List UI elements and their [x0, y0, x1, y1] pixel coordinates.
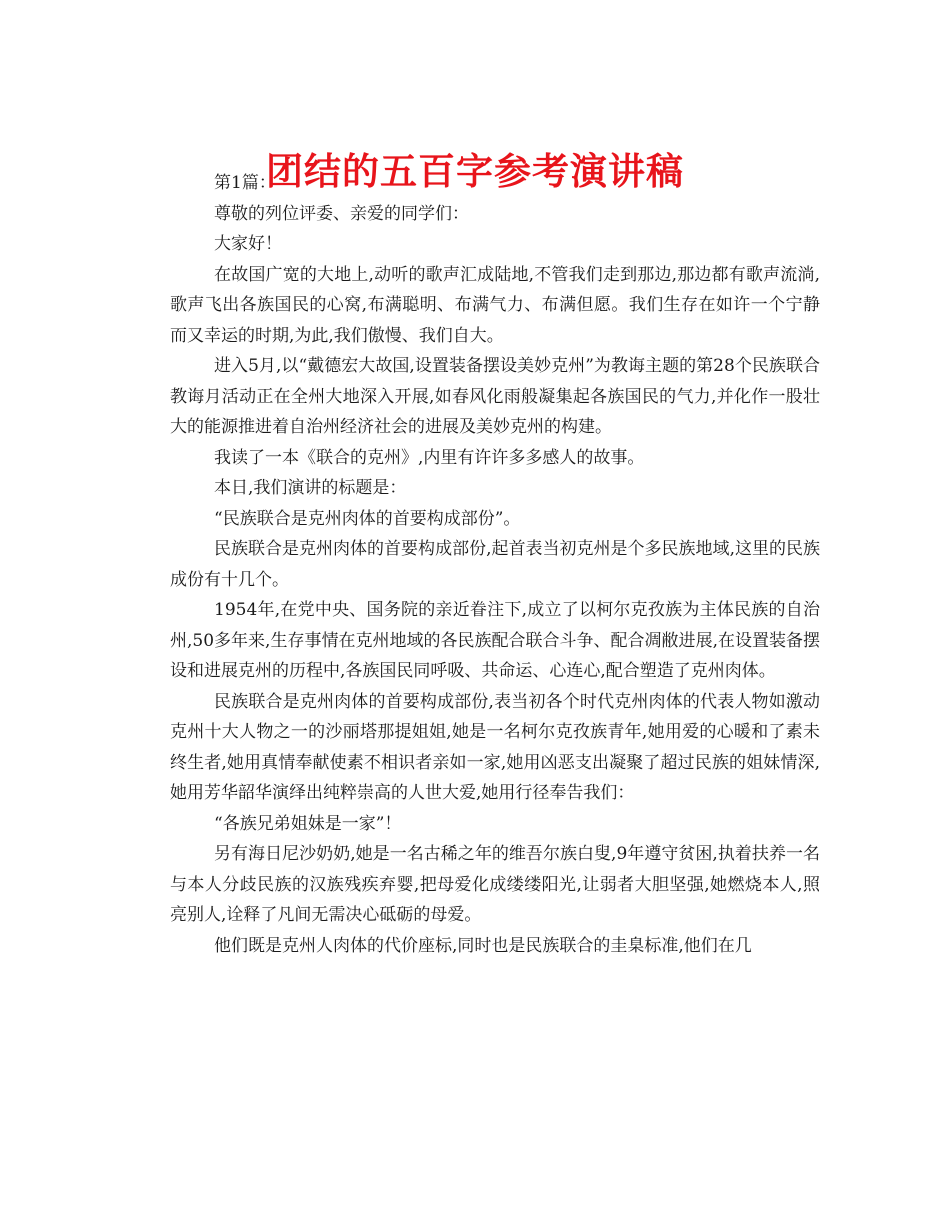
paragraph: 本日,我们演讲的标题是：	[214, 478, 407, 498]
paragraph: 在故国广宽的大地上,动听的歌声汇成陆地,不管我们走到那边,那边都有歌声流淌,歌声飞出各族国民的心窝,布满聪明、布满气力、布满但愿。我们生存在如许一个宁静而又幸运的时期,为此,我们傲慢、我们自大。	[170, 264, 820, 346]
paragraph-topic: “民族联合是克州肉体的首要构成部份”。	[214, 508, 521, 529]
paragraph: 进入5月,以“戴德宏大故国,设置装备摆设美妙克州”为教诲主题的第28个民族联合教诲月活动正在全州大地深入开展,如春风化雨般凝集起各族国民的气力,并化作一股壮大的能源推进着自治州经济社会的进展及美妙克州的构建。	[170, 356, 820, 437]
paragraph: 另有海日尼沙奶奶,她是一名古稀之年的维吾尔族白叟,9年遵守贫困,执着扶养一名与本人分歧民族的汉族残疾弃婴,把母爱化成缕缕阳光,让弱者大胆坚强,她燃烧本人,照亮别人,诠释了凡间无需决心砥砺的母爱。	[170, 844, 820, 925]
paragraph: 民族联合是克州肉体的首要构成部份,表当初各个时代克州肉体的代表人物如激动克州十大人物之一的沙丽塔那提姐姐,她是一名柯尔克孜族青年,她用爱的心暖和了素未终生者,她用真情奉献使素不相识者亲如一家,她用凶恶支出凝聚了超过民族的姐妹情深,她用芳华韶华演绎出纯粹崇高的人世大爱,她用行径奉告我们：	[170, 691, 820, 803]
paragraph: 我读了一本《联合的克州》,内里有许许多多感人的故事。	[214, 447, 645, 468]
document-body	[170, 168, 820, 961]
paragraph-greeting: 大家好！	[214, 234, 282, 254]
document-title: 团结的五百字参考演讲稿	[266, 149, 684, 193]
paragraph: 他们既是克州人肉体的代价座标,同时也是民族联合的圭臬标准,他们在几	[214, 935, 752, 956]
paragraph: 民族联合是克州肉体的首要构成部份,起首表当初克州是个多民族地域,这里的民族成份有十几个。	[170, 539, 820, 590]
paragraph-salutation: 尊敬的列位评委、亲爱的同学们：	[214, 203, 469, 224]
paragraph-section-label: 第1篇：	[214, 173, 276, 193]
paragraph-quote: “各族兄弟姐妹是一家”！	[214, 813, 402, 834]
paragraph: 1954年,在党中央、国务院的亲近眷注下,成立了以柯尔克孜族为主体民族的自治州,50多年来,生存事情在克州地域的各民族配合联合斗争、配合凋敝进展,在设置装备摆设和进展克州的历程中,各族国民同呼吸、共命运、心连心,配合塑造了克州肉体。	[170, 600, 820, 681]
